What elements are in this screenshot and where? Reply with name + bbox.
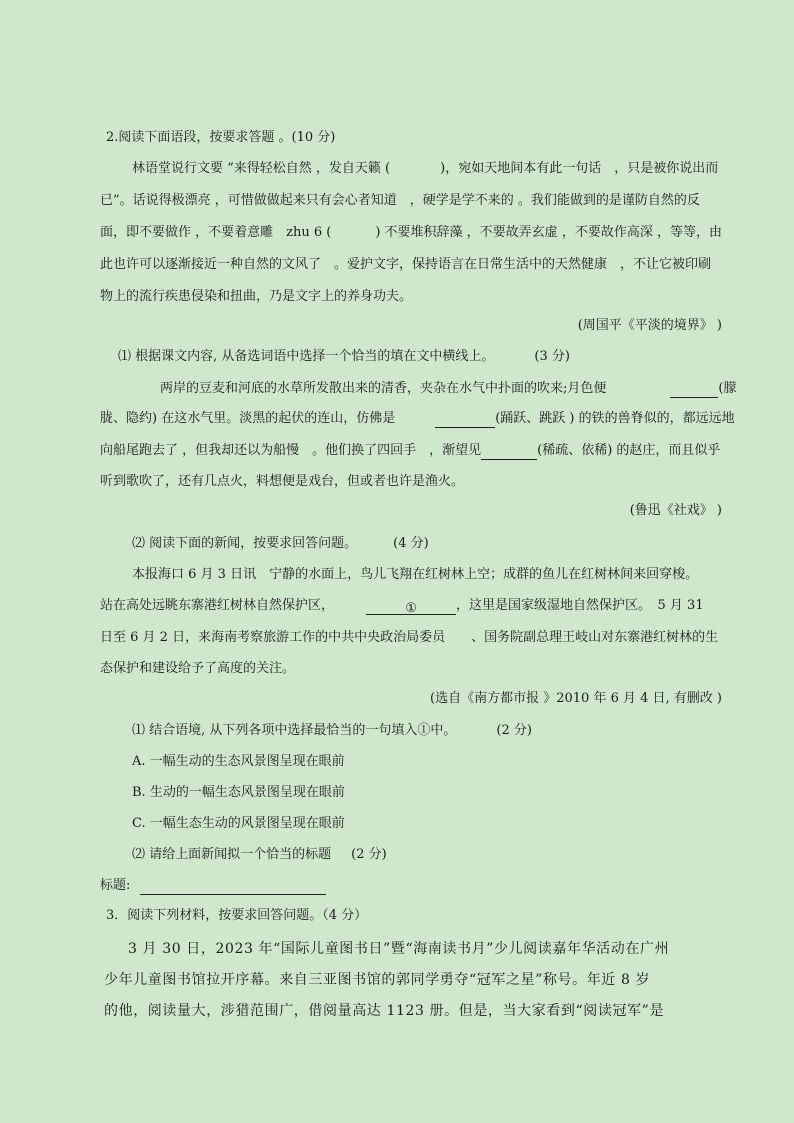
option-c[interactable]: C. 一幅生态生动的风景图呈现在眼前 [132,816,345,831]
q2-paragraph-line-3: 面，即不要做作 ，不要着意雕 zhu 6 ( ) 不要堆积辞藻 ，不要故弄玄虚 ，不要故作高深 ，等等，由 [100,225,722,240]
q2-1-blank-3[interactable] [481,445,537,460]
option-b[interactable]: B. 生动的一幅生态风景图呈现在眼前 [132,785,345,800]
q2-1-blank-1[interactable] [670,383,718,398]
q2-2-news-line-4: 态保护和建设给予了高度的关注。 [100,661,296,676]
q3-paragraph-line-2: 少年儿童图书馆拉开序幕。来自三亚图书馆的郭同学勇夺“冠军之星”称号。年近 8 岁 [104,972,651,988]
q3-paragraph-line-1: 3 月 30 日，2023 年“国际儿童图书日”暨“海南读书月”少儿阅读嘉年华活动在广州 [128,941,670,957]
title-answer-field[interactable] [140,880,326,895]
q2-2-prompt: ⑵ 阅读下面的新闻，按要求回答问题。 (4 分) [132,536,429,551]
q2-paragraph-line-5: 物上的流行疾患侵染和扭曲，乃是文字上的养身功夫。 [100,289,413,304]
q2-2-sub1-prompt: ⑴ 结合语境, 从下列各项中选择最恰当的一句填入①中。 (2 分) [132,723,532,738]
q3-header: 3．阅读下列材料，按要求回答问题。（4 分） [106,908,368,923]
q3-paragraph-line-3: 的他，阅读量大，涉猎范围广，借阅量高达 1123 册。但是，当大家看到“阅读冠军”是 [104,1003,665,1019]
q2-2-blank-1[interactable]: ① [366,600,456,615]
q2-1-passage-line-1: 两岸的豆麦和河底的水草所发散出来的清香，夹杂在水气中扑面的吹来;月色便 (朦 [160,381,737,396]
q2-2-sub2-prompt: ⑵ 请给上面新闻拟一个恰当的标题 (2 分) [132,847,387,862]
q2-1-passage-line-3: 向船尾跑去了 ，但我却还以为船慢 。他们换了四回手 ，渐望见 (稀疏、依稀) 的赵庄，而且似乎 [100,443,721,458]
q2-1-passage-line-2: 胧、隐约) 在这水气里。淡黑的起伏的连山，仿佛是 (踊跃、跳跃 ) 的铁的兽脊似的，都远远地 [100,411,735,426]
q2-source: (周国平《平淡的境界》 ) [577,318,722,333]
q2-paragraph-line-2: 已”。话说得极漂亮 ，可惜做做起来只有会心者知道 ，硬学是学不来的 。我们能做到的是谨防自然的反 [100,193,700,208]
title-answer-line: 标题: [100,877,326,895]
q2-2-news-line-1: 本报海口 6 月 3 日讯 宁静的水面上，鸟儿飞翔在红树林上空；成群的鱼儿在红树林间来回穿梭。 [132,567,699,582]
q2-paragraph-line-1: 林语堂说行文要 “来得轻松自然 ，发自天籁 ( )，宛如天地间本有此一句话 ，只是被你说出而 [132,161,719,176]
q2-header: 2.阅读下面语段，按要求答题 。(10 分) [106,130,336,145]
option-a[interactable]: A. 一幅生动的生态风景图呈现在眼前 [132,754,345,769]
q2-1-prompt: ⑴ 根据课文内容, 从备选词语中选择一个恰当的填在文中横线上。 (3 分) [118,349,570,364]
q2-2-news-line-2: 站在高处远眺东寨港红树林自然保护区， ① ，这里是国家级湿地自然保护区。 5 月 31 [100,598,704,616]
q2-1-source: (鲁迅《社戏》 ) [629,503,722,518]
q2-1-blank-2[interactable] [435,413,495,428]
q2-2-news-line-3: 日至 6 月 2 日，来海南考察旅游工作的中共中央政治局委员 、国务院副总理王岐山对东寨港红树林的生 [100,630,719,645]
q2-paragraph-line-4: 此也许可以逐渐接近一种自然的文风了 。爱护文字，保持语言在日常生活中的天然健康 ，不让它被印刷 [100,257,712,272]
q2-2-source: (选自《南方都市报 》2010 年 6 月 4 日, 有删改 ) [430,691,722,706]
q2-1-passage-line-4: 听到歌吹了，还有几点火，料想便是戏台，但或者也许是渔火。 [100,474,465,489]
